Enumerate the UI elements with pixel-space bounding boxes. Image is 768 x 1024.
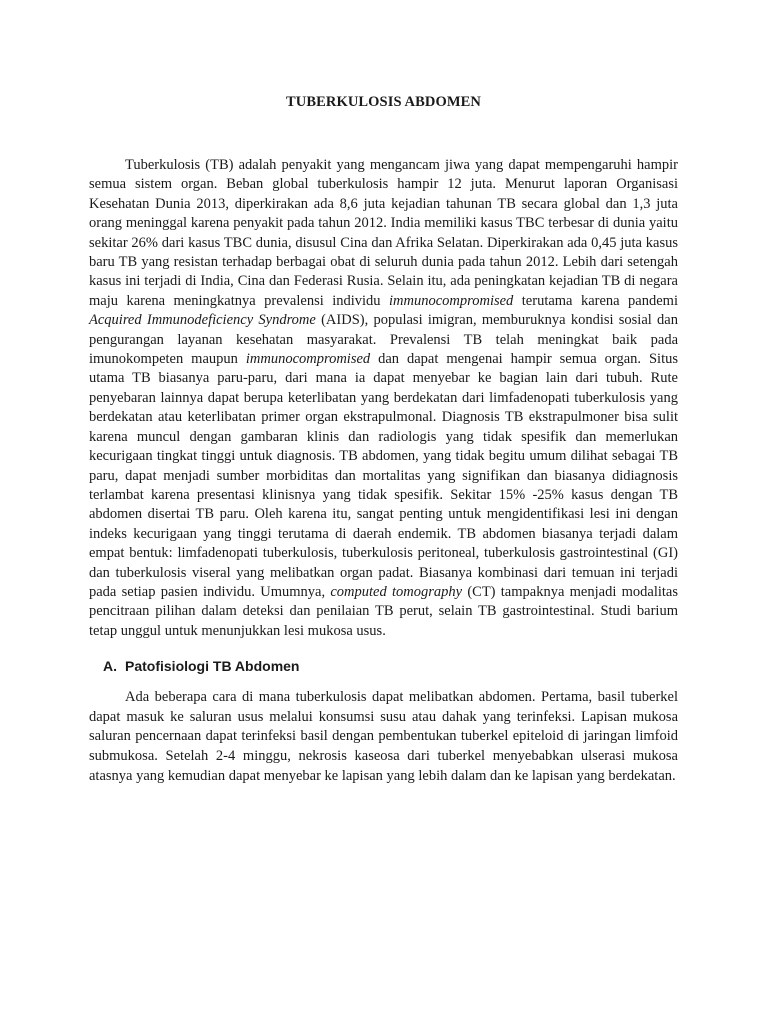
intro-text-9: (CT) tampaknya menjadi modalitas pencitraan pilihan dalam deteksi dan penilaian TB perut, selain TB gastrointestinal. Studi barium tetap unggul untuk menunjukkan lesi mukosa usus. — [89, 583, 678, 639]
intro-text-3: terutama karena pandemi — [513, 292, 678, 309]
intro-text-1: Tuberkulosis (TB) adalah penyakit yang mengancam jiwa yang dapat mempengaruhi hampir semua sistem organ. Beban global tuberkulosis hampir 12 juta. Menurut laporan Organisasi Kesehatan Dunia 2013, diperkirakan ada 8,6 juta kejadian tahunan TB secara global dan 1,3 juta orang meninggal karena penyakit pada tahun 2012. India memiliki kasus TBC terbesar di dunia yaitu sekitar 26% dari kasus TBC dunia, disusul Cina dan Afrika Selatan. Diperkirakan ada 0,45 juta kasus baru TB yang resistan terhadap berbagai obat di seluruh dunia pada tahun 2012. Lebih dari setengah kasus ini terjadi di India, Cina dan Federasi Rusia. Selain itu, ada peningkatan kejadian TB di negara maju karena meningkatnya prevalensi individu — [89, 157, 678, 309]
intro-text-7: dan dapat mengenai hampir semua organ. Situs utama TB biasanya paru-paru, dari mana ia dapat menyebar ke bagian lain dari tubuh. Rute penyebaran lainnya dapat berupa keterlibatan yang berdekatan dari limfadenopati tuberkulosis yang berdekatan atau keterlibatan primer organ ekstrapulmonal. Diagnosis TB ekstrapulmoner bisa sulit karena muncul dengan gambaran klinis dan radiologis yang tidak spesifik dan memerlukan kecurigaan tingkat tinggi untuk diagnosis. TB abdomen, yang tidak begitu umum dilihat sebagai TB paru, dapat menjadi sumber morbiditas dan mortalitas yang signifikan dan biasanya didiagnosis terlambat karena presentasi klinisnya yang tidak spesifik. Sekitar 15% -25% kasus dengan TB abdomen disertai TB paru. Oleh karena itu, sangat penting untuk mengidentifikasi lesi ini dengan indeks kecurigaan yang tinggi terutama di daerah endemik. TB abdomen biasanya terjadi dalam empat bentuk: limfadenopati tuberkulosis, tuberkulosis peritoneal, tuberkulosis gastrointestinal (GI) dan tuberkulosis viseral yang melibatkan organ padat. Biasanya kombinasi dari temuan ini terjadi pada setiap pasien individu. Umumnya, — [89, 351, 678, 600]
intro-text-8-italic: computed tomography — [330, 583, 463, 600]
section-a-title: Patofisiologi TB Abdomen — [125, 658, 300, 675]
intro-text-5: (AIDS), populasi imigran, memburuknya kondisi sosial dan pengurangan layanan kesehatan masyarakat. Prevalensi TB telah meningkat baik pada imunokompeten maupun — [89, 312, 678, 368]
section-a-paragraph: Ada beberapa cara di mana tuberkulosis dapat melibatkan abdomen. Pertama, basil tuberkel dapat masuk ke saluran usus melalui konsumsi susu atau dahak yang terinfeksi. Lapisan mukosa saluran pencernaan dapat terinfeksi basil dengan pembentukan tuberkel epiteloid di jaringan limfoid submukosa. Setelah 2-4 minggu, nekrosis kaseosa dari tuberkel menyebabkan ulserasi mukosa atasnya yang kemudian dapat menyebar ke lapisan yang lebih dalam dan ke lapisan yang berdekatan. — [89, 689, 678, 784]
intro-text-4-italic: Acquired Immunodeficiency Syndrome — [89, 312, 316, 329]
section-a-letter: A. — [103, 658, 117, 675]
intro-text-2-italic: immunocompromised — [389, 292, 514, 309]
section-a-heading — [103, 656, 678, 676]
document-title: TUBERKULOSIS ABDOMEN — [286, 94, 481, 110]
document-page — [89, 92, 678, 786]
intro-paragraph — [89, 156, 678, 641]
intro-text-6-italic: immunocompromised — [245, 351, 371, 368]
